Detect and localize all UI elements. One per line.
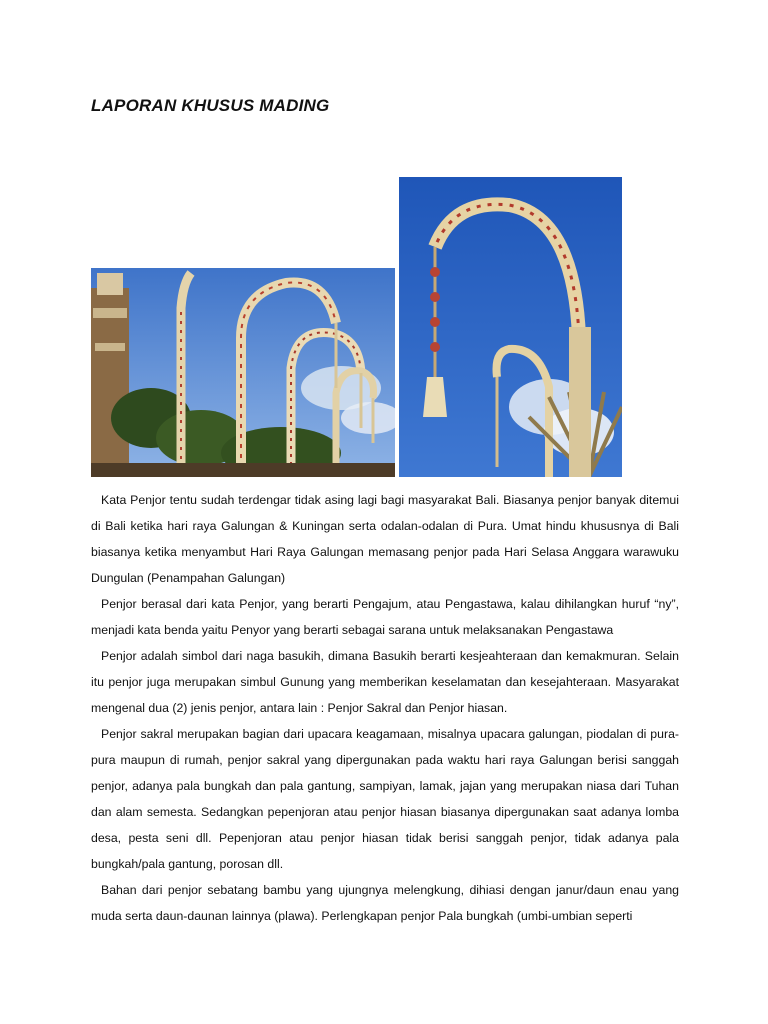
photo-penjor-single <box>399 177 622 477</box>
paragraph: Penjor adalah simbol dari naga basukih, dimana Basukih berarti kesjeahteraan dan kemakmuran. Selain itu penjor juga merupakan simbul Gunung yang memberikan keselamatan dan kesejahteraan. Masyarakat mengenal dua (2) jenis penjor, antara lain : Penjor Sakral dan Penjor hiasan. <box>91 649 679 715</box>
document-title: LAPORAN KHUSUS MADING <box>91 96 330 115</box>
paragraph: Bahan dari penjor sebatang bambu yang ujungnya melengkung, dihiasi dengan janur/daun enau yang muda serta daun-daunan lainnya (plawa). Perlengkapan penjor Pala bungkah (umbi-umbian seperti <box>91 883 679 923</box>
paragraph: Penjor sakral merupakan bagian dari upacara keagamaan, misalnya upacara galungan, piodalan di pura-pura maupun di rumah, penjor sakral yang dipergunakan pada waktu hari raya Galungan berisi sanggah penjor, adanya pala bungkah dan pala gantung, sampiyan, lamak, jajan yang merupakan niasa dari Tuhan dan alam semesta. Sedangkan pepenjoran atau penjor hiasan biasanya dipergunakan saat adanya lomba desa, pesta seni dll. Pepenjoran atau penjor hiasan tidak berisi sanggah penjor, tidak adanya pala bungkah/pala gantung, porosan dll. <box>91 727 679 871</box>
paragraph: Kata Penjor tentu sudah terdengar tidak asing lagi bagi masyarakat Bali. Biasanya penjor banyak ditemui di Bali ketika hari raya Galungan & Kuningan serta odalan-odalan di Pura. Umat hindu khususnya di Bali biasanya ketika menyambut Hari Raya Galungan memasang penjor pada Hari Selasa Anggara warawuku Dungulan (Penampahan Galungan) <box>91 493 679 585</box>
article-body <box>91 487 679 929</box>
paragraph: Penjor berasal dari kata Penjor, yang berarti Pengajum, atau Pengastawa, kalau dihilangkan huruf “ny”, menjadi kata benda yaitu Penyor yang berarti sebagai sarana untuk melaksanakan Pengastawa <box>91 597 679 637</box>
photo-penjor-group <box>91 268 395 477</box>
